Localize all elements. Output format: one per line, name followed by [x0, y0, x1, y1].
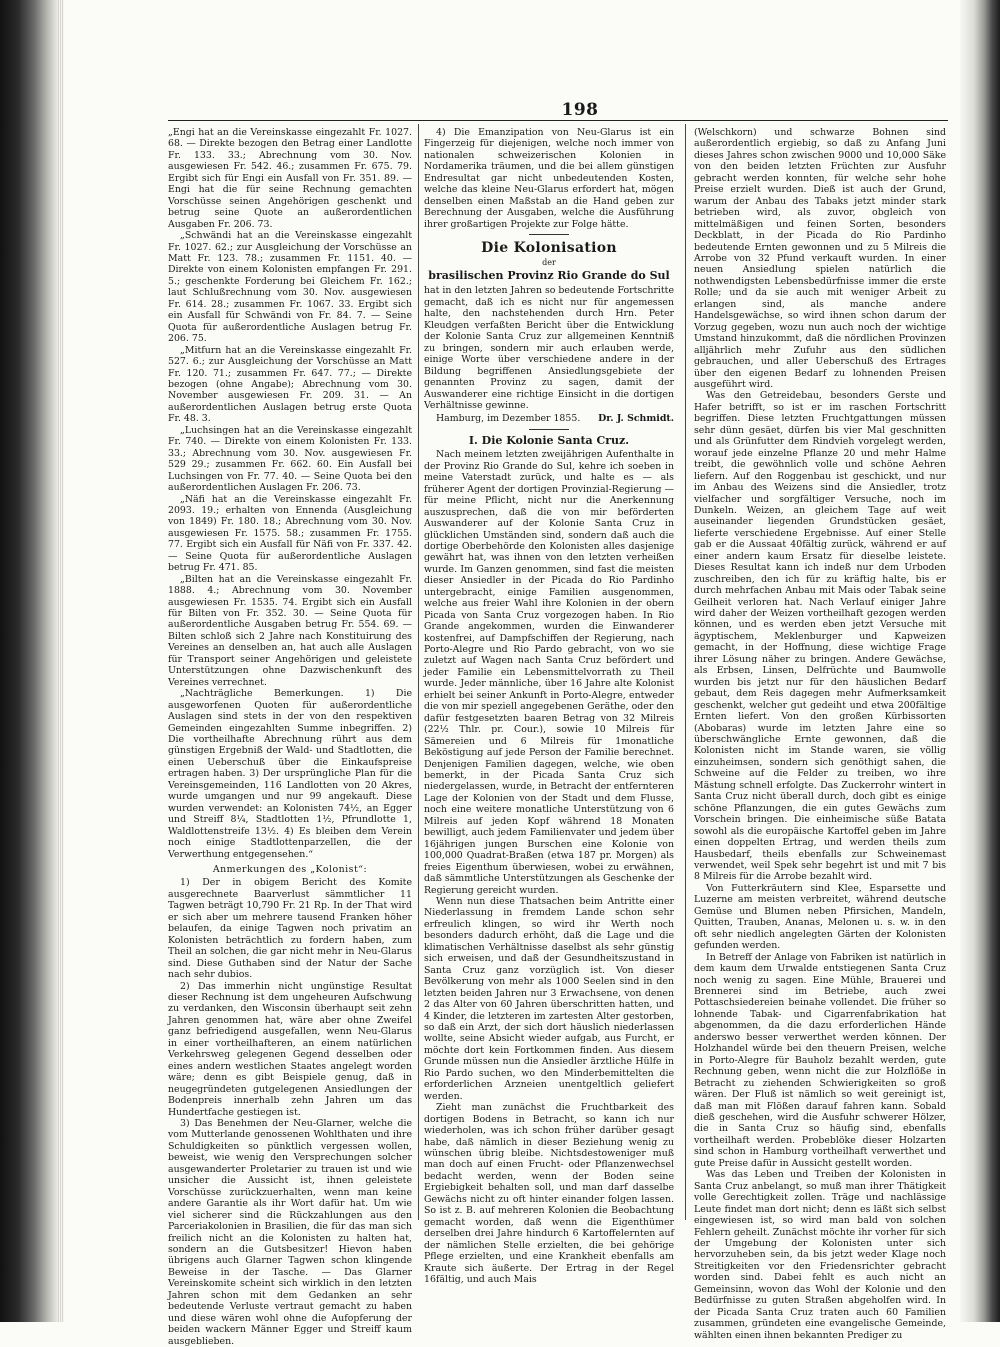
column-1 — [168, 127, 412, 1347]
column-divider-2 — [685, 124, 686, 1220]
column3-paragraph-fabriken: In Betreff der Anlage von Fabriken ist natürlich in dem kaum dem Urwalde entstiegenen Santa Cruz noch wenig zu sagen. Eine Mühle, Brauerei und Brennerei sind im Betriebe, auch zwei Pottaschsiedereien beinahe vollendet. Die früher so lohnende Tabak- und Cigarrenfabrikation hat abgenommen, da die dazu erforderlichen Hände anderswo besser verwerthet werden können. Der Holzhandel würde bei den theuern Preisen, welche in Porto-Alegre für Bauholz bezahlt werden, gute Rechnung geben, wenn nicht die zur Holzflöße in Betracht zu ziehenden Schwierigkeiten so groß wären. Der Fluß ist nämlich so weit gereinigt ist, daß man mit Flößen darauf fahren kann. Sobald dieß geschehen, wird die Ausfuhr schwerer Hölzer, die in Santa Cruz so häufig sind, ebenfalls vortheilhaft werden. Probeblöke dieser Holzarten sind schon in Hamburg vortheilhaft verwerthet und gute Preise dafür in Aussicht gestellt worden. — [694, 951, 946, 1169]
right-page-edge-shadow — [960, 0, 1000, 1322]
header-rule — [168, 120, 948, 121]
article-title-der: der — [542, 257, 556, 267]
section-title: I. Die Kolonie Santa Cruz. — [468, 433, 630, 447]
article-subtitle: brasilischen Provinz Rio Grande do Sul — [428, 268, 670, 282]
anmerkung-2: 2) Das immerhin nicht ungünstige Resultat dieser Rechnung ist dem ungeheuren Aufschwung zu verdanken, den Wisconsin überhaupt seit zehn Jahren genommen hat, wäre aber ohne Zweifel ganz befriedigend ausgefallen, wenn Neu-Glarus in einer vortheilhafteren, an einem natürlichen Verkehrsweg gelegenen Gegend desselben oder eines andern westlichen Staates angelegt worden wäre; denn es gibt Beispiele genug, daß in neugegründeten gutgelegenen Ansiedlungen der Bodenpreis innerhalb zehn Jahren um das Hundertfache gestiegen ist. — [168, 980, 412, 1118]
santa-cruz-paragraph-3: Zieht man zunächst die Fruchtbarkeit des dortigen Bodens in Betracht, so kann ich nur wiederholen, was ich schon früher darüber gesagt habe, daß nämlich in dieser Beziehung wenig zu wünschen übrig bleibe. Nichtsdestoweniger muß man doch auf einen Frucht- oder Pflanzenwechsel bedacht werden, wenn der Boden seine Ergiebigkeit behalten soll, und man darf dasselbe Gewächs nicht zu oft hinter einander folgen lassen. So ist z. B. auf mehreren Kolonien die Beobachtung gemacht worden, daß wenn die Eigenthümer derselben drei Jahre hindurch 6 Kartoffelernten auf der nämlichen Stelle erzielten, die bei gehörige Pflege erzielten, und eine Krankheit ebenfalls am Kraute sich äußerte. Der Ertrag in der Regel 16fältig, und auch Mais — [424, 1102, 674, 1285]
signature: Dr. J. Schmidt. — [598, 413, 674, 425]
column-divider-1 — [418, 124, 419, 1220]
paragraph-naefi: „Näfi hat an die Vereinskasse eingezahlt Fr. 2093. 19.; erhalten von Ennenda (Ausgleichung von 1849) Fr. 180. 18.; Abrechnung vom 30. Nov. ausgewiesen Fr. 1575. 58.; zusammen Fr. 1755. 77. Ergibt sich ein Ausfall für Näfi von Fr. 337. 42. — Seine Quota für außerordentliche Auslagen betrug Fr. 471. 85. — [168, 493, 412, 574]
book-spine-shadow — [0, 0, 58, 1322]
paragraph-mitfurn: „Mitfurn hat an die Vereinskasse eingezahlt Fr. 527. 6.; zur Ausgleichung der Vorschüsse an Matt Fr. 120. 71.; zusammen Fr. 647. 77.; — Direkte bezogen (ohne Angabe); Abrechnung vom 30. November ausgewiesen Fr. 209. 31. — An außerordentlichen Auslagen betrug erste Quota Fr. 48. 3. — [168, 344, 412, 425]
santa-cruz-paragraph-1: Nach meinem letzten zweijährigen Aufenthalte in der Provinz Rio Grande do Sul, kehre ich soeben in meine Vaterstadt zurück, und halte es — als früherer Agent der dortigen Provinzial-Regierung — für meine Pflicht, nicht nur die Anerkennung auszusprechen, daß die von mir beförderten Auswanderer auf der Kolonie Santa Cruz in glücklichen Umständen sind, sondern daß auch die dortige Oberbehörde den Kolonisten alles dasjenige gewährt hat, was ihnen von den letzten verheißen wurde. Im Ganzen genommen, sind fast die meisten dieser Ansiedler in der Picada do Rio Pardinho untergebracht, einige Familien ausgenommen, welche aus freier Wahl ihre Kolonien in der obern Picada von Santa Cruz vorgezogen haben. In Rio Grande angekommen, wurden die Einwanderer kostenfrei, auf Dampfschiffen der Regierung, nach Porto-Alegre und Rio Pardo gebracht, von wo sie zuletzt auf Wagen nach Santa Cruz befördert und jeder Familie ein Lebensmittelvorrath zu Theil wurde. Jeder männliche, über 16 Jahre alte Kolonist erhielt bei seiner Ankunft in Porto-Alegre, entweder die von mir speziell angegebenen Geräthe, oder den dafür festgesetzten baaren Betrag von 32 Milreis (22½ Thlr. pr. Cour.), sowie 10 Milreis für Sämereien und 6 Milreis für 1monatliche Beköstigung auf jede Person der Familie berechnet. Denjenigen Familien dagegen, welche, wie oben bemerkt, in der Picada Santa Cruz sich niedergelassen, wurde, in Betracht der entfernteren Lage der Kolonien von der Stadt und dem Flusse, noch eine weitere monatliche Unterstützung von 6 Milreis auf jeden Kopf während 18 Monaten bewilligt, auch jedem Familienvater und jedem über 16jährigen jungen Burschen eine Kolonie von 100,000 Quadrat-Braßen (etwa 187 pr. Morgen) als freies Eigenthum überwiesen, wobei zu erwähnen, daß sämmtliche Unterstützungen als Geschenke der Regierung gereicht wurden. — [424, 449, 674, 896]
paragraph-luchsingen: „Luchsingen hat an die Vereinskasse eingezahlt Fr. 740. — Direkte von einem Kolonisten Fr. 133. 33.; Abrechnung vom 30. Nov. ausgewiesen Fr. 529 29.; zusammen Fr. 662. 60. Ein Ausfall bei Luchsingen von Fr. 77. 40. — Seine Quota bei den außerordentlichen Auslagen Fr. 206. 73. — [168, 424, 412, 494]
anmerkung-3: 3) Das Benehmen der Neu-Glarner, welche die vom Mutterlande genossenen Wohlthaten und ihre Schuldigkeiten so pünktlich vergessen wollen, beweist, wie wenig den Versprechungen solcher ausgewanderter Proletarier zu trauen ist und wie unsicher die Aussicht ist, ihnen geleistete Vorschüsse zurückzuerhalten, wenn man keine andere Garantie als ihr Wort dafür hat. Um wie viel sicherer sind die Rückzahlungen aus den Parceriakolonien in Brasilien, die für das man sich freilich nicht an die Kolonisten zu halten hat, sondern an die Gutsbesitzer! Hievon haben übrigens auch Glarner Tagwen schon klingende Beweise in der Tasche. — Das Glarner Vereinskomite scheint sich wirklich in den letzten Jahren schon mit dem Gedanken an sehr bedeutende Verluste vertraut gemacht zu haben und diese wären wohl ohne die Aufopferung der beiden wackern Männer Egger und Streiff kaum ausgeblieben. — [168, 1117, 412, 1347]
anmerkung-1: 1) Der in obigem Bericht des Komite ausgerechnete Baarverlust sämmtlicher 11 Tagwen beträgt 10,790 Fr. 21 Rp. In der That wird er sich aber um mehrere tausend Franken höher belaufen, da einige Tagwen noch privatim an Kolonisten beträchtlich zu fordern haben, zum Theil an solchen, die gar nicht mehr in Neu-Glarus sind. Diese Guthaben sind der Natur der Sache nach sehr dubios. — [168, 877, 412, 981]
page-edge-lines — [58, 0, 64, 1322]
column-3 — [694, 127, 946, 1341]
paragraph-engi: „Engi hat an die Vereinskasse eingezahlt Fr. 1027. 68. — Direkte bezogen den Betrag einer Landlotte Fr. 133. 33.; Abrechnung vom 30. Nov. ausgewiesen Fr. 542. 46.; zusammen Fr. 675. 79. Ergibt sich für Engi ein Ausfall von Fr. 351. 89. — Engi hat die für seine Rechnung gemachten Vorschüsse seinen Angehörigen geschenkt und betrug seine Quote an außerordentlichen Ausgaben Fr. 206. 73. — [168, 127, 412, 230]
santa-cruz-paragraph-2: Wenn nun diese Thatsachen beim Antritte einer Niederlassung in fremdem Lande schon sehr erfreulich klingen, so wird ihr Werth noch besonders dadurch erhöht, daß die Lage und die klimatischen Verhältnisse daselbst als sehr günstig sich erweisen, und daß der Gesundheitszustand in Santa Cruz ganz vorzüglich ist. Von dieser Bevölkerung von mehr als 1000 Seelen sind in den letzten beiden Jahren nur 3 Erwachsene, von denen 2 das Alter von 60 Jahren überschritten hatten, und 4 Kinder, die letzteren im zartesten Alter gestorben, so daß ein Arzt, der sich dort häuslich niederlassen wollte, seine Absicht wieder aufgab, aus Furcht, er möchte dort kein Fortkommen finden. Aus diesem Grunde müssen nun die Ansiedler ärztliche Hülfe in Rio Pardo suchen, wo den Minderbemittelten die erforderlichen Arzneien unentgeltlich geliefert werden. — [424, 896, 674, 1102]
column3-paragraph-1: (Welschkorn) und schwarze Bohnen sind außerordentlich ergiebig, so daß zu Anfang Juni dieses Jahres schon zwischen 9000 und 10,000 Säke von den beiden letzten Früchten zur Ausfuhr gebracht werden konnten, für welche sehr hohe Preise erzielt wurden. Dieß ist auch der Grund, warum der Anbau des Tabaks jetzt minder stark betrieben wird, als zuvor, obgleich von mittelmäßigen und feinen Sorten, besonders Deckblatt, in der Picada do Rio Pardinho bedeutende Ernten gewonnen und zu 5 Milreis die Arrobe von 32 Pfund verkauft wurden. In einer neuen Ansiedlung spielen natürlich die nothwendigsten Lebensbedürfnisse immer die erste Rolle; und da sie auch mit weniger Arbeit zu erlangen sind, als manche andere Handelsgewächse, so wird ihnen schon darum der Vorzug gegeben, wozu nun auch noch der wichtige Umstand hinzukommt, daß die nördlichen Provinzen alljährlich mehr Zufuhr aus den südlichen gebrauchen, und aller Ueberschuß des Ertrages über den eigenen Bedarf zu lohnenden Preisen ausgeführt wird. — [694, 127, 946, 390]
article-title: Die Kolonisation — [481, 240, 617, 257]
anmerkungen-heading: Anmerkungen des „Kolonist“: — [212, 864, 368, 875]
article-intro: hat in den letzten Jahren so bedeutende Fortschritte gemacht, daß ich es nicht nur für angemessen halte, den nachstehenden durch Hrn. Peter Kleudgen verfaßten Bericht über die Entwicklung der Kolonie Santa Cruz zur allgemeinen Kenntniß zu bringen, sondern mir auch erlauben werde, einige Worte über verschiedene andere in der Bildung begriffenen Ansiedlungsgebiete der genannten Provinz zu sagen, damit der Auswanderer eine richtige Einsicht in die dortigen Verhältnisse gewinne. — [424, 285, 674, 411]
paragraph-nachtraegliche-bemerkungen: „Nachträgliche Bemerkungen. 1) Die ausgeworfenen Quoten für außerordentliche Auslagen sind stets in der von den respektiven Gemeinden eingezahlten Summe inbegriffen. 2) Die vortheilhafte Abrechnung rührt aus dem günstigen Ergebniß der Wald- und Stadtlotten, die einen Ueberschuß über die Einkaufspreise ertragen haben. 3) Der ursprüngliche Plan für die Vereinsgemeinden, 116 Landlotten von 20 Akres, wurde umgangen und nur 99 angekauft. Diese wurden verwendet: an Kolonisten 74½, an Egger und Streiff 8¼, Stadtlotten 1½, Pfrundlotte 1, Waldlottenstreife 13½. 4) Es bleiben dem Verein noch einige Stadtlottenparzellen, die der Verwerthung entgegensehen.“ — [168, 688, 412, 860]
page-number: 198 — [561, 100, 599, 120]
paragraph-bilten: „Bilten hat an die Vereinskasse eingezahlt Fr. 1888. 4.; Abrechnung vom 30. November ausgewiesen Fr. 1535. 74. Ergibt sich ein Ausfall für Bilten von Fr. 352. 30. — Seine Quota für außerordentliche Ausgaben betrug Fr. 554. 69. — Bilten schloß sich 2 Jahre nach Konstituirung des Vereines an denselben an, hat auch alle Auslagen für Transport seiner Angehörigen und geleistete Unterstützungen ohne Dazwischenkunft des Vereines verrechnet. — [168, 573, 412, 688]
dateline — [424, 413, 674, 424]
column-2 — [424, 127, 674, 1285]
anmerkung-4: 4) Die Emanzipation von Neu-Glarus ist ein Fingerzeig für diejenigen, welche noch immer von nationalen schweizerischen Kolonien in Nordamerika träumen, und die bei allem günstigen Endresultat gar nicht unbedeutenden Kosten, welche das kleine Neu-Glarus erfordert hat, mögen denselben einen Maßstab an die Hand geben zur Berechnung der Ausgaben, welche die Ausführung ihrer großartigen Projekte zur Folge hätte. — [424, 127, 674, 230]
paragraph-schwaendi: „Schwändi hat an die Vereinskasse eingezahlt Fr. 1027. 62.; zur Ausgleichung der Vorschüsse an Matt Fr. 123. 78.; zusammen Fr. 1151. 40. — Direkte von einem Kolonisten empfangen Fr. 291. 5.; geschenkte Forderung bei Gleichem Fr. 162.; laut Schlußrechnung vom 30. Nov. ausgewiesen Fr. 614. 28.; zusammen Fr. 1067. 33. Ergibt sich ein Ausfall für Schwändi von Fr. 84. 7. — Seine Quota für außerordentliche Auslagen betrug Fr. 206. 75. — [168, 230, 412, 345]
place-date: Hamburg, im Dezember 1855. — [436, 413, 581, 425]
column3-paragraph-futterkraeuter: Von Futterkräutern sind Klee, Esparsette und Luzerne am meisten verbreitet, während deutsche Gemüse und Blumen neben Pfirsichen, Mandeln, Quitten, Trauben, Ananas, Melonen u. s. w. in den oft sehr niedlich angelegten Gärten der Kolonisten gefunden werden. — [694, 882, 946, 952]
column3-paragraph-leben: Was das Leben und Treiben der Kolonisten in Santa Cruz anbelangt, so muß man ihrer Thätigkeit volle Gerechtigkeit zollen. Träge und nachlässige Leute findet man dort nicht; denn es läßt sich selbst eingewiesen ist, so wird man bald von solchen Fehlern geheilt. Zunächst möchte ihr vorher für sich der Umgebung der Kolonisten unter sich hervorzuheben sein, da bis jetzt weder Klage noch Streitigkeiten vor den Friedensrichter gebracht worden sind. Dabei fehlt es auch nicht an Gemeinsinn, wovon das Wohl der Kolonie und den Bedürfnisse zu guten Straßen abgeholfen wird. In der Picada Santa Cruz traten auch 60 Familien zusammen, gründeten eine evangelische Gemeinde, wählten einen ihnen bekannten Prediger zu — [694, 1169, 946, 1341]
separator-rule — [529, 234, 569, 235]
column3-paragraph-getreidebau: Was den Getreidebau, besonders Gerste und Hafer betrifft, so ist er im raschen Fortschritt begriffen. Diese letzten Fruchtgattungen müssen sehr dünn gesäet, dürfen bis vier Mal geschnitten und als Grünfutter dem Rindvieh vorgelegt werden, worauf jede einzelne Pflanze 20 und mehr Halme treibt, die gewöhnlich volle und schöne Aehren liefern. Auf den Roggenbau ist geschickt, und nur im Anbau des Weizens sind die Ansiedler, trotz vielfacher und sorgfältiger Versuche, noch im Dunkeln. Weizen, an gleichem Tage auf weit auseinander liegenden Grundstücken gesäet, lieferte verschiedene Ergebnisse. Auf einer Stelle gab er die Aussaat 40fältig zurück, während er auf einer andern kaum Ersatz für dieselbe leistete. Dieses Resultat kann ich indeß nur dem Urboden zuschreiben, den ich für zu kräftig halte, bis er durch mehrfachen Anbau mit Mais oder Tabak seine Geilheit verloren hat. Nach Verlauf einiger Jahre wird daher der Weizen vortheilhaft gezogen werden können, und es werden eben jetzt Versuche mit ägyptischem, Meklenburger und Kapweizen gemacht, in der Hoffnung, diese wichtige Frage ihrer Lösung näher zu bringen. Andere Gewächse, als Erbsen, Linsen, Delfrüchte und Baumwolle wurden bis jetzt nur für den häuslichen Bedarf gebaut, dem Reis dagegen mehr Aufmerksamkeit geschenkt, welcher gut gedeiht und etwa 200fältige Ernten liefert. Von den großen Kürbissorten (Abobaras) wurde im letzten Jahre eine so überschwängliche Ernte gewonnen, daß die Kolonisten nicht im Stande waren, sie völlig einzuheimsen, sondern sich genöthigt sahen, die Schweine auf die Felder zu treiben, wo ihre Mästung schnell erfolgte. Das Zuckerrohr wintert in Santa Cruz nicht überall durch, doch gibt es einige schöne Pflanzungen, die ein gutes Gewächs zum Vorschein bringen. Die einheimische süße Batata sowohl als die europäische Kartoffel geben im Jahre einen doppelten Ertrag, und werden theils zum Hausbedarf, theils ebenfalls zur Schweinemast verwendet, weil Spek sehr begehrt ist und mit 7 bis 8 Milreis für die Arrobe bezahlt wird. — [694, 390, 946, 883]
separator-rule-2 — [529, 429, 569, 430]
